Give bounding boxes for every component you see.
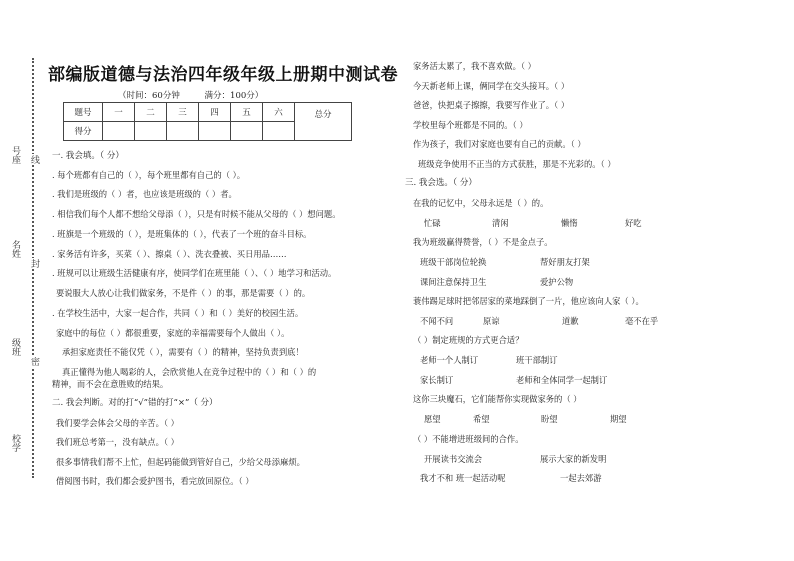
choice-option: 期望 <box>610 414 627 424</box>
table-cell: 三 <box>167 103 199 122</box>
choice-option: 课间注意保持卫生 <box>420 277 487 287</box>
choice-option: 展示大家的新发明 <box>540 454 607 464</box>
seat-number-label: 号座 <box>10 146 20 164</box>
choice-question: 蓑伟踢足球时把邻居家的菜地踩倒了一片，他应该向人家（ ）。 <box>413 296 644 306</box>
score-entry-cell[interactable] <box>135 122 167 141</box>
judge-question: 今天新老师上课，俩同学在交头接耳。（ ） <box>413 81 570 91</box>
score-table <box>63 102 352 141</box>
choice-option: 帮好朋友打架 <box>540 257 590 267</box>
score-entry-cell[interactable] <box>103 122 135 141</box>
score-entry-cell[interactable] <box>167 122 199 141</box>
choice-option: 老师和全体同学一起制订 <box>516 375 608 385</box>
name-label: 名姓 <box>10 240 20 258</box>
section-3-heading: 三. 我会选。（ 分） <box>405 178 477 188</box>
score-entry-cell[interactable] <box>231 122 263 141</box>
fill-question: . 每个班都有自己的（ ），每个班里都有自己的（ ）。 <box>52 170 246 180</box>
choice-option: 好吃 <box>625 218 642 228</box>
choice-option: 清闲 <box>492 218 509 228</box>
fill-question: . 家务活有许多，买菜（ ）、擦桌（ ）、洗衣叠被、买日用品…… <box>52 249 287 259</box>
table-cell: 得分 <box>64 122 103 141</box>
exam-info <box>118 89 285 101</box>
table-cell: 一 <box>103 103 135 122</box>
fill-question: . 班旗是一个班级的（ ），是班集体的（ ），代表了一个班的奋斗目标。 <box>52 229 312 239</box>
choice-option: 道歉 <box>562 316 579 326</box>
total-label: 总分 <box>314 109 332 120</box>
fill-question: 要说服大人放心让我们做家务，不是件（ ）的事，那是需要（ ）的。 <box>56 288 311 298</box>
table-cell: 六 <box>263 103 295 122</box>
section-1-heading: 一. 我会填。（ 分） <box>52 151 124 161</box>
choice-option: 希望 <box>473 414 490 424</box>
choice-option: 家长制订 <box>420 375 454 385</box>
judge-question: 爸爸，快把桌子擦擦，我要写作业了。（ ） <box>413 100 570 110</box>
choice-question: 这你三块魔石，它们能帮你实现做家务的（ ） <box>413 394 582 404</box>
fill-question: . 班规可以让班级生活健康有序，使同学们在班里能（ ）、（ ）地学习和活动。 <box>52 268 337 278</box>
choice-question: （ ）不能增进班级间的合作。 <box>413 434 524 444</box>
fill-question: . 在学校生活中，大家一起合作，共同（ ）和（ ）美好的校园生活。 <box>52 308 304 318</box>
score-table-header-row <box>64 103 352 122</box>
choice-option: 班级干部岗位轮换 <box>420 257 487 267</box>
choice-option: 盼望 <box>541 414 558 424</box>
binding-margin <box>0 58 48 478</box>
judge-question: 班级竞争使用不正当的方式获胜，那是不光彩的。（ ） <box>418 159 616 169</box>
table-cell-total <box>295 103 352 141</box>
choice-option: 班干部制订 <box>516 355 558 365</box>
fill-question: . 我们是班级的（ ）者，也应该是班级的（ ）者。 <box>52 189 237 199</box>
choice-option: 原谅 <box>483 316 500 326</box>
judge-question: 我们要学会体会父母的辛苦。（ ） <box>56 418 179 428</box>
judge-question: 学校里每个班都是不同的。（ ） <box>413 120 528 130</box>
section-2-heading: 二. 我会判断。对的打“√”错的打“×”（ 分） <box>52 398 218 408</box>
time-limit: （时间：60分钟 <box>118 91 180 101</box>
table-cell: 二 <box>135 103 167 122</box>
table-cell: 四 <box>199 103 231 122</box>
choice-question: （ ）制定班规的方式更合适？ <box>413 335 524 345</box>
fill-question: 真正懂得为他人喝彩的人，会欣赏他人在竞争过程中的（ ）和（ ）的 <box>62 367 317 377</box>
choice-option: 忙碌 <box>424 218 441 228</box>
full-score: 满分：100分） <box>204 91 264 101</box>
cut-mark-seal: 封 <box>29 259 39 268</box>
judge-question: 我们班总考第一，没有缺点。（ ） <box>56 437 179 447</box>
table-cell: 五 <box>231 103 263 122</box>
school-label: 校学 <box>10 434 20 452</box>
cut-mark-line: 线 <box>29 155 39 164</box>
choice-option: 一起去郊游 <box>560 473 602 483</box>
choice-question: 在我的记忆中，父母永远是（ ）的。 <box>413 198 549 208</box>
choice-option: 毫不在乎 <box>625 316 659 326</box>
fill-question: 家庭中的每位（ ）都很重要，家庭的幸福需要每个人做出（ ）。 <box>56 328 290 338</box>
choice-option: 懒惰 <box>561 218 578 228</box>
choice-option: 开展读书交流会 <box>424 454 483 464</box>
fill-question: 承担家庭责任不能仅凭（ ），需要有（ ）的精神，坚持负责到底！ <box>62 347 304 357</box>
choice-option: 我才不和 班一起活动呢 <box>420 473 506 483</box>
exam-title: 部编版道德与法治四年级年级上册期中测试卷 <box>48 65 398 85</box>
fill-question-continued: 精神，而不会在意胜败的结果。 <box>52 379 169 389</box>
cut-mark-secret: 密 <box>29 357 39 366</box>
choice-option: 爱护公物 <box>540 277 574 287</box>
judge-question: 作为孩子，我们对家庭也要有自己的贡献。（ ） <box>413 139 586 149</box>
score-entry-cell[interactable] <box>199 122 231 141</box>
judge-question: 很多事情我们帮不上忙，但起码能做到管好自己，少给父母添麻烦。 <box>56 457 305 467</box>
class-label: 级班 <box>10 338 20 356</box>
choice-question: 我为班级赢得赞誉，（ ）不是金点子。 <box>413 237 553 247</box>
score-entry-cell[interactable] <box>263 122 295 141</box>
choice-option: 不闻不问 <box>420 316 454 326</box>
judge-question: 家务活太累了，我不喜欢做。（ ） <box>413 61 536 71</box>
table-cell: 题号 <box>64 103 103 122</box>
fill-question: . 相信我们每个人都不想给父母添（ ），只是有时候不能从父母的（ ）想问题。 <box>52 209 341 219</box>
choice-option: 老师一个人制订 <box>420 355 479 365</box>
choice-option: 愿望 <box>424 414 441 424</box>
judge-question: 借阅图书时，我们都会爱护图书，看完放回原位。（ ） <box>56 476 254 486</box>
